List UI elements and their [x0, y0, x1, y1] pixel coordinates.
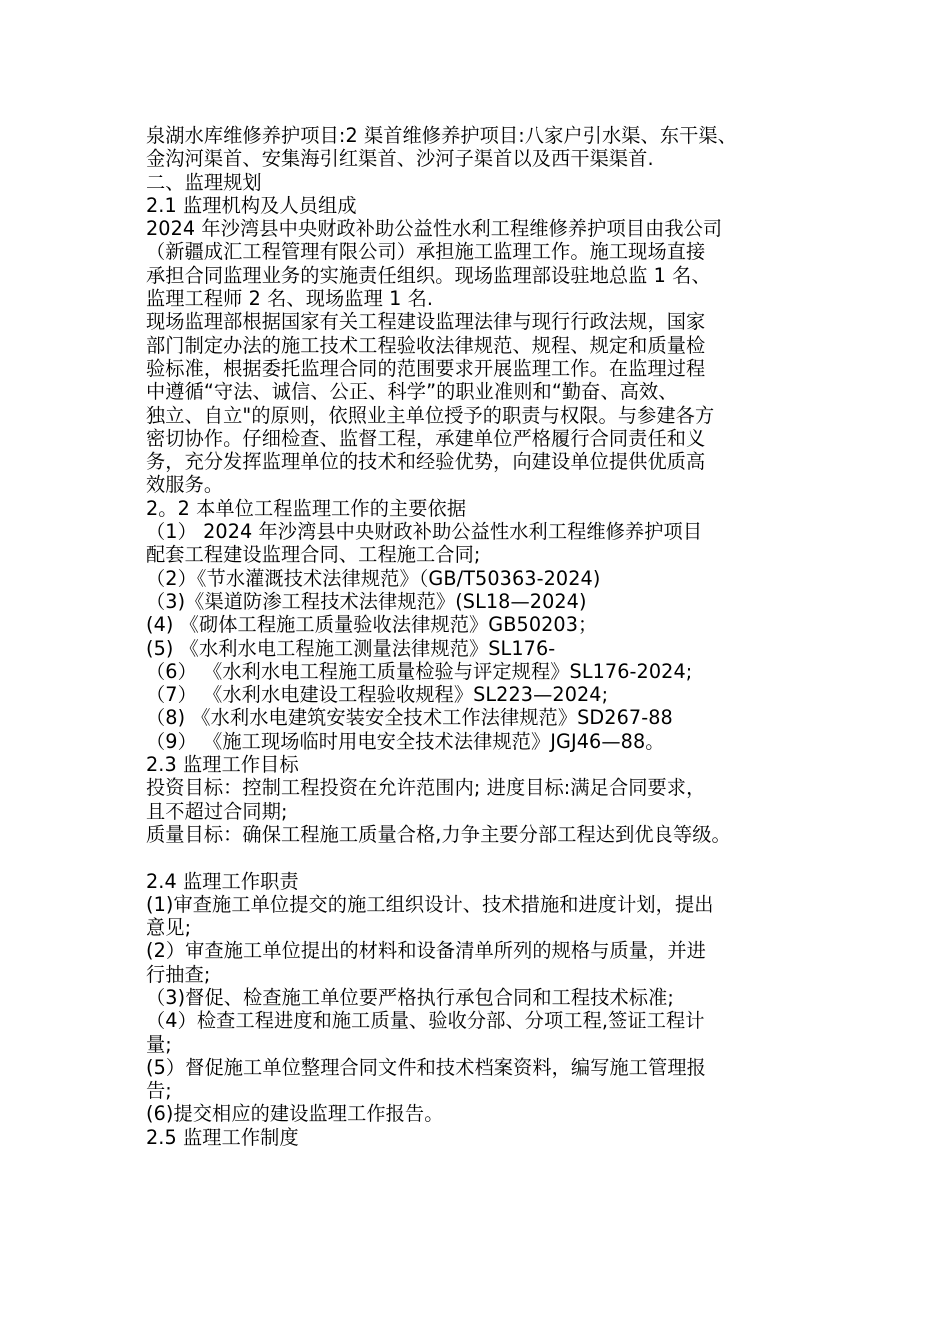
- text-line: 独立、自立"的原则，依照业主单位授予的职责与权限。与参建各方: [146, 403, 715, 427]
- text-line: 务，充分发挥监理单位的技术和经验优势，向建设单位提供优质高: [146, 450, 706, 474]
- subsection-heading: 2.1 监理机构及人员组成: [146, 193, 357, 217]
- list-item: （2）《节水灌溉技术法律规范》（GB/T50363-2024): [146, 566, 601, 590]
- subsection-heading: 2.3 监理工作目标: [146, 753, 299, 777]
- text-line: 投资目标：控制工程投资在允许范围内; 进度目标:满足合同要求，: [146, 776, 706, 800]
- list-item: （6） 《水利水电工程施工质量检验与评定规程》SL176-2024;: [146, 659, 693, 683]
- list-item: (2）审查施工单位提出的材料和设备清单所列的规格与质量，并进: [146, 939, 706, 963]
- text-line: 密切协作。仔细检查、监督工程，承建单位严格履行合同责任和义: [146, 426, 706, 450]
- text-line: 质量目标：确保工程施工质量合格,力争主要分部工程达到优良等级。: [146, 822, 731, 846]
- list-item: (1)审查施工单位提交的施工组织设计、技术措施和进度计划，提出: [146, 892, 714, 916]
- list-item: (6)提交相应的建设监理工作报告。: [146, 1102, 444, 1126]
- list-item: （7） 《水利水电建设工程验收规程》SL223—2024;: [146, 683, 609, 707]
- list-item: 行抽查;: [146, 962, 211, 986]
- list-item: 意见;: [146, 916, 192, 940]
- blank-line: [146, 846, 836, 869]
- subsection-heading: 2。2 本单位工程监理工作的主要依据: [146, 496, 467, 520]
- list-item: (5）督促施工单位整理合同文件和技术档案资料，编写施工管理报: [146, 1055, 706, 1079]
- list-item: (5) 《水利水电工程施工测量法律规范》SL176-: [146, 636, 556, 660]
- text-line: 承担合同监理业务的实施责任组织。现场监理部设驻地总监 1 名、: [146, 263, 711, 287]
- text-line: 部门制定办法的施工技术工程验收法律规范、规程、规定和质量检: [146, 333, 706, 357]
- text-line: 监理工程师 2 名、现场监理 1 名.: [146, 287, 434, 311]
- list-item: (4) 《砌体工程施工质量验收法律规范》GB50203；: [146, 613, 598, 637]
- list-item: 配套工程建设监理合同、工程施工合同;: [146, 543, 481, 567]
- list-item: （3)督促、检查施工单位要严格执行承包合同和工程技术标准;: [146, 985, 674, 1009]
- list-item: （3)《渠道防渗工程技术法律规范》(SL18—2024): [146, 589, 587, 613]
- subsection-heading: 2.4 监理工作职责: [146, 869, 299, 893]
- text-line: 金沟河渠首、安集海引红渠首、沙河子渠首以及西干渠渠首.: [146, 147, 654, 171]
- list-item: （4）检查工程进度和施工质量、验收分部、分项工程,签证工程计: [146, 1009, 705, 1033]
- section-heading: 二、监理规划: [146, 170, 262, 194]
- list-item: （1） 2024 年沙湾县中央财政补助公益性水利工程维修养护项目: [146, 520, 703, 544]
- list-item: 告;: [146, 1079, 172, 1103]
- text-line: 验标准，根据委托监理合同的范围要求开展监理工作。在监理过程: [146, 356, 706, 380]
- list-item: （8) 《水利水电建筑安装安全技术工作法律规范》SD267-88: [146, 706, 673, 730]
- list-item: （9） 《施工现场临时用电安全技术法律规范》JGJ46—88。: [146, 729, 665, 753]
- text-line: 2024 年沙湾县中央财政补助公益性水利工程维修养护项目由我公司: [146, 217, 723, 241]
- text-line: 且不超过合同期;: [146, 799, 288, 823]
- subsection-heading: 2.5 监理工作制度: [146, 1125, 299, 1149]
- text-line: （新疆成汇工程管理有限公司）承担施工监理工作。施工现场直接: [146, 240, 706, 264]
- text-line: 中遵循“守法、诚信、公正、科学”的职业准则和“勤奋、高效、: [146, 380, 678, 404]
- text-line: 效服务。: [146, 473, 224, 497]
- text-line: 泉湖水库维修养护项目:2 渠首维修养护项目:八家户引水渠、东干渠、: [146, 124, 737, 147]
- document-body: [146, 124, 836, 1149]
- list-item: 量;: [146, 1032, 172, 1056]
- text-line: 现场监理部根据国家有关工程建设监理法律与现行行政法规，国家: [146, 310, 706, 334]
